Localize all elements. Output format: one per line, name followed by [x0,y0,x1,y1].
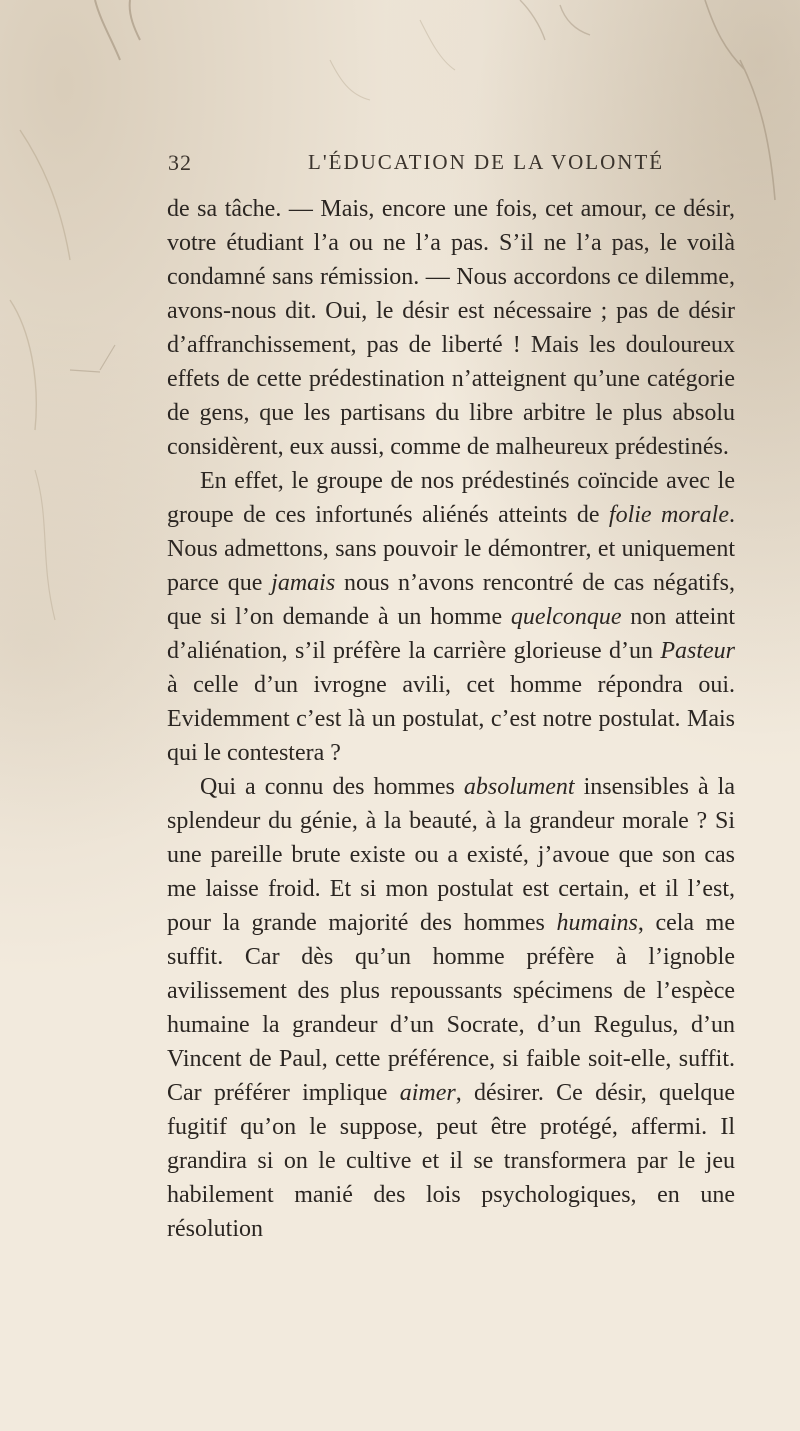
text-run: . Nous admettons, sans pouvoir le démontrer, et uniquement parce que [167,502,735,596]
italic-run: absolument [463,774,575,800]
running-header [168,150,728,184]
page-number: 32 [168,150,192,175]
paragraph-3 [167,770,735,1246]
italic-run: aimer [399,1080,456,1106]
text-run: à celle d’un ivrogne avili, cet homme répondra oui. Evidemment c’est là un postulat, c’est notre postulat. Mais qui le contestera ? [167,672,735,766]
text-run: En effet, le groupe de nos prédestinés coïncide avec le groupe de ces infortunés aliénés atteints de [167,468,735,528]
italic-run: Pasteur [660,638,735,664]
text-run: non atteint d’aliénation, s’il préfère la carrière glorieuse d’un [167,604,735,664]
body-text [167,192,735,1246]
text-run: , cela me suffit. Car dès qu’un homme préfère à l’ignoble avilissement des plus repoussants spécimens de l’espèce humaine la grandeur d’un Socrate, d’un Regulus, d’un Vincent de Paul, cette préférence, si faible soit-elle, suffit. Car préférer implique [167,910,735,1106]
paragraph-text: de sa tâche. — Mais, encore une fois, cet amour, ce désir, votre étudiant l’a ou ne l’a pas. S’il ne l’a pas, le voilà condamné sans rémission. — Nous accordons ce dilemme, avons-nous dit. Oui, le désir est nécessaire ; pas de désir d’affranchissement, pas de liberté ! Mais les douloureux effets de cette prédestination n’atteignent qu’une catégorie de gens, que les partisans du libre arbitre le plus absolu considèrent, eux aussi, comme de malheureux prédestinés. [167,196,735,460]
paragraph-1 [167,192,735,464]
italic-run: humains [556,910,638,936]
paragraph-2 [167,464,735,770]
text-run: nous n’avons rencontré de cas négatifs, que si l’on demande à un homme [167,570,736,630]
italic-run: quelconque [510,604,622,630]
text-run: , désirer. Ce désir, quelque fugitif qu’on le suppose, peut être protégé, affermi. Il grandira si on le cultive et il se transformera par le jeu habilement manié des lois psychologiques, en une résolution [167,1080,736,1242]
text-run: Qui a connu des hommes [200,774,464,800]
running-title: L'ÉDUCATION DE LA VOLONTÉ [308,150,665,174]
italic-run: folie morale [608,502,729,528]
text-run: insensibles à la splendeur du génie, à la beauté, à la grandeur morale ? Si une pareille brute existe ou a existé, j’avoue que son cas me laisse froid. Et si mon postulat est certain, et il l’est, pour la grande majorité des hommes [167,774,735,936]
italic-run: jamais [271,570,336,596]
